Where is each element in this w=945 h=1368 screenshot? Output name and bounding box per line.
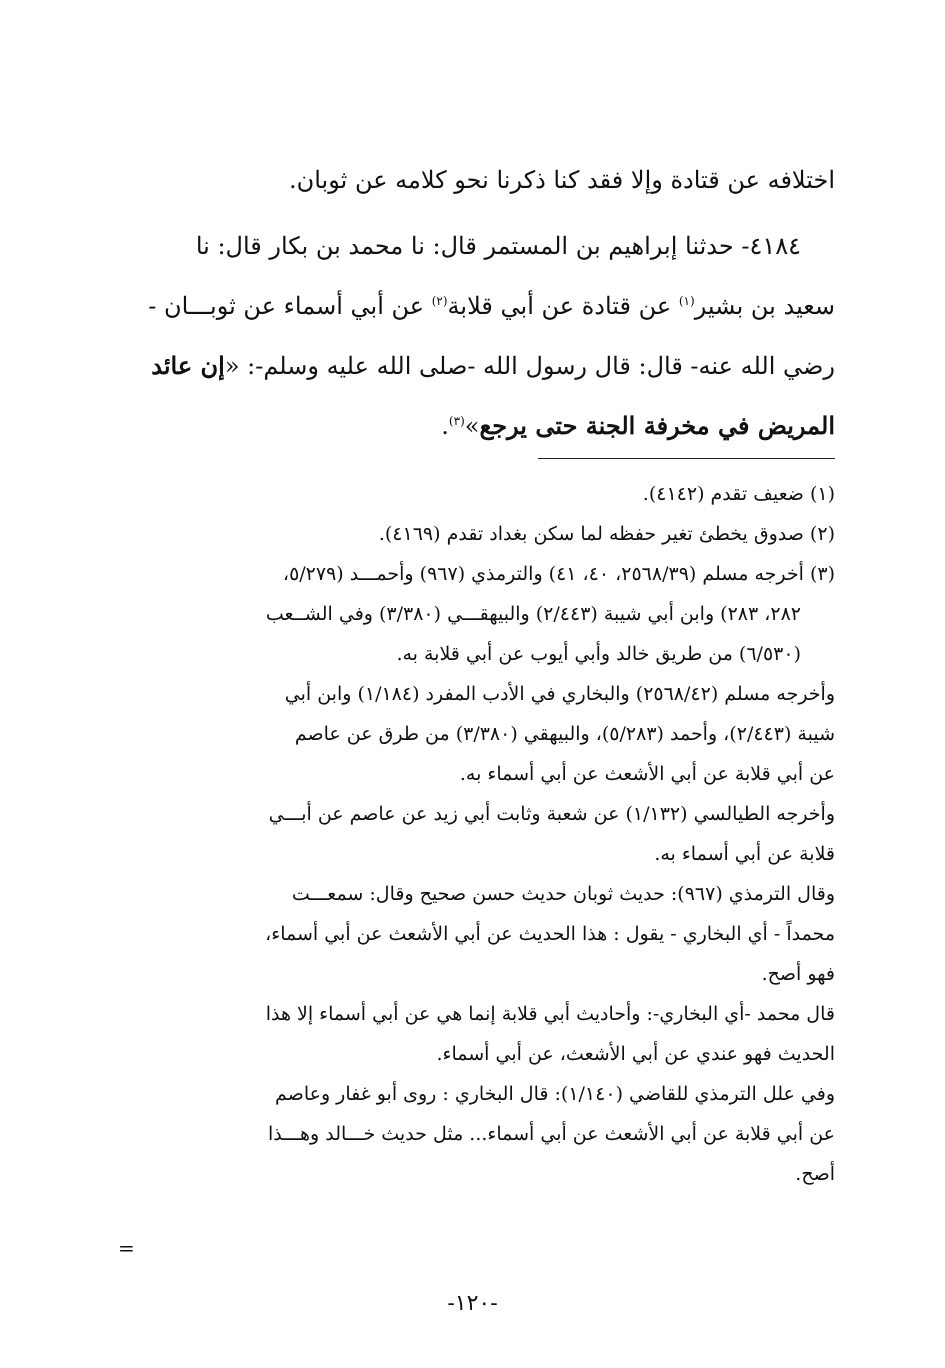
footnote-line: الحديث فهو عندي عن أبي الأشعث، عن أبي أسماء. [436, 1043, 835, 1065]
footnote-line: قلابة عن أبي أسماء به. [654, 843, 835, 865]
narrator-text: عن أبي أسماء عن ثوبـــان - [148, 292, 432, 320]
continuation-mark: = [118, 1236, 135, 1260]
footnote-line: (١) ضعيف تقدم (٤١٤٢). [642, 483, 835, 505]
closing-quote: » [464, 412, 480, 440]
footnote-ref-3: (٣) [448, 414, 465, 428]
footnote-line: وقال الترمذي (٩٦٧): حديث ثوبان حديث حسن صحيح وقال: سمعـــت [291, 883, 835, 905]
footnote-line: فهو أصح. [761, 963, 835, 985]
footnote-line: (٦/٥٣٠) من طريق خالد وأبي أيوب عن أبي قلابة به. [396, 643, 801, 665]
footnote-line: وأخرجه مسلم (٢٥٦٨/٤٢) والبخاري في الأدب المفرد (١/١٨٤) وابن أبي [284, 683, 835, 705]
main-text-line [130, 396, 835, 456]
hadith-text-bold: المريض في مخرفة الجنة حتى يرجع [479, 411, 835, 440]
main-text-line [130, 276, 835, 336]
period: . [441, 412, 449, 440]
hadith-text-bold: إن عائد [151, 351, 225, 380]
footnote-line: (٢) صدوق يخطئ تغير حفظه لما سكن بغداد تقدم (٤١٦٩). [378, 523, 835, 545]
footnote-line: عن أبي قلابة عن أبي الأشعث عن أبي أسماء به. [459, 763, 835, 785]
footnote-line: شيبة (٢/٤٤٣)، وأحمد (٥/٢٨٣)، والبيهقي (٣/٣٨٠) من طرق عن عاصم [294, 723, 835, 745]
hadith-header-line [130, 216, 835, 276]
main-text [130, 150, 835, 456]
page-number: -١٢٠- [447, 1291, 498, 1316]
footnote-line: وفي علل الترمذي للقاضي (١/١٤٠): قال البخاري : روى أبو غفار وعاصم [275, 1083, 835, 1105]
hadith-number-text: ٤١٨٤- حدثنا إبراهيم بن المستمر قال: نا محمد بن بكار قال: نا [195, 232, 801, 260]
footnote-line: (٣) أخرجه مسلم (٢٥٦٨/٣٩، ٤٠، ٤١) والترمذي (٩٦٧) وأحمـــد (٥/٢٧٩، [282, 563, 835, 585]
footnotes [130, 474, 835, 1194]
footnote-line: عن أبي قلابة عن أبي الأشعث عن أبي أسماء... مثل حديث خـــالد وهـــذا [268, 1123, 835, 1145]
footnote-line: أصح. [795, 1163, 835, 1185]
main-text-line: اختلافه عن قتادة وإلا فقد كنا ذكرنا نحو كلامه عن ثوبان. [288, 166, 835, 194]
main-text-line [130, 336, 835, 396]
footnote-line: قال محمد -أي البخاري-: وأحاديث أبي قلابة إنما هي عن أبي أسماء إلا هذا [265, 1003, 835, 1025]
footnote-separator [538, 458, 835, 459]
footnote-ref-2: (٢) [431, 294, 448, 308]
footnote-ref-1: (١) [678, 294, 695, 308]
narrator-text: سعيد بن بشير [694, 292, 835, 320]
footnote-line: وأخرجه الطيالسي (١/١٣٢) عن شعبة وثابت أبي زيد عن عاصم عن أبـــي [268, 803, 835, 825]
footnote-line: ٢٨٢، ٢٨٣) وابن أبي شيبة (٢/٤٤٣) والبيهقـــي (٣/٣٨٠) وفي الشــعب [265, 603, 801, 625]
footnote-line: محمداً - أي البخاري - يقول : هذا الحديث عن أبي الأشعث عن أبي أسماء، [265, 923, 835, 945]
narration-text: رضي الله عنه- قال: قال رسول الله -صلى الله عليه وسلم-: « [224, 352, 835, 380]
narrator-text: عن قتادة عن أبي قلابة [447, 292, 679, 320]
